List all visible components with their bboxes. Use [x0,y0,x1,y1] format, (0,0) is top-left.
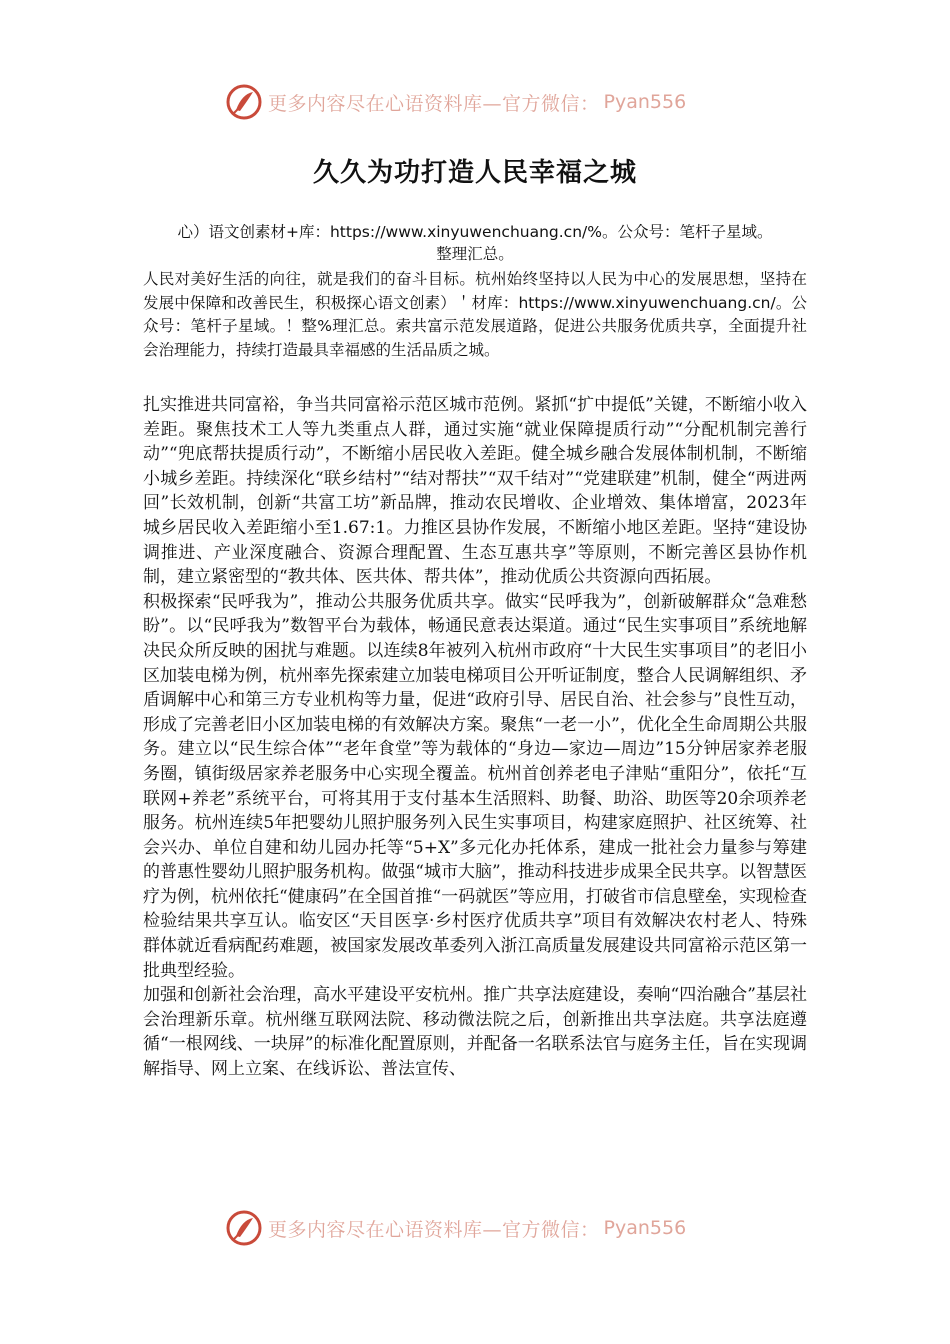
banner-text: 更多内容尽在心语资料库—官方微信： [268,92,600,115]
paragraph-1: 扎实推进共同富裕，争当共同富裕示范区城市范例。紧抓“扩中提低”关键，不断缩小收入差距。聚焦技术工人等九类重点人群，通过实施“就业保障提质行动”“分配机制完善行动”“兜底帮扶提质行动”，不断缩小居民收入差距。健全城乡融合发展体制机制，不断缩小城乡差距。持续深化“联乡结村”“结对帮扶”“双千结对”“党建联建”机制，健全“两进两回”长效机制，创新“共富工坊”新品牌，推动农民增收、企业增效、集体增富，2023年城乡居民收入差距缩小至1.67:1。力推区县协作发展，不断缩小地区差距。坚持“建设协调推进、产业深度融合、资源合理配置、生态互惠共享”等原则，不断完善区县协作机制，建立紧密型的“教共体、医共体、帮共体”，推动优质公共资源向西拓展。 [143,395,807,588]
logo-icon [226,1210,262,1246]
banner-text: 更多内容尽在心语资料库—官方微信： [268,1218,600,1241]
paragraph-2: 积极探索“民呼我为”，推动公共服务优质共享。做实“民呼我为”，创新破解群众“急难愁盼”。以“民呼我为”数智平台为载体，畅通民意表达渠道。通过“民生实事项目”系统地解决民众所反映的困扰与难题。以连续8年被列入杭州市政府“十大民生实事项目”的老旧小区加装电梯为例，杭州率先探索建立加装电梯项目公开听证制度，整合人民调解组织、矛盾调解中心和第三方专业机构等力量，促进“政府引导、居民自治、社会参与”良性互动，形成了完善老旧小区加装电梯的有效解决方案。聚焦“一老一小”，优化全生命周期公共服务。建立以“民生综合体”“老年食堂”等为载体的“身边—家边—周边”15分钟居家养老服务圈，镇街级居家养老服务中心实现全覆盖。杭州首创养老电子津贴“重阳分”，依托“互联网+养老”系统平台，可将其用于支付基本生活照料、助餐、助浴、助医等20余项养老服务。杭州连续5年把婴幼儿照护服务列入民生实事项目，构建家庭照护、社区统筹、社会兴办、单位自建和幼儿园办托等“5+X”多元化办托体系，建成一批社会力量参与筹建的普惠性婴幼儿照护服务机构。做强“城市大脑”，推动科技进步成果全民共享。以智慧医疗为例，杭州依托“健康码”在全国首推“一码就医”等应用，打破省市信息壁垒，实现检查检验结果共享互认。临安区“天目医享·乡村医疗优质共享”项目有效解决农村老人、特殊群体就近看病配药难题，被国家发展改革委列入浙江高质量发展建设共同富裕示范区第一批典型经验。 [143,591,807,981]
banner-wechat-id: Pyan556 [603,91,687,113]
page-title: 久久为功打造人民幸福之城 [312,158,637,188]
source-line-2: 整理汇总。 [436,245,514,263]
footer-banner [226,1208,686,1248]
header-banner [226,82,686,122]
intro-paragraph: 人民对美好生活的向往，就是我们的奋斗目标。杭州始终坚持以人民为中心的发展思想，坚持在发展中保障和改善民生，积极探心语文创素）＇材库：https://www.xinyuwenchuang.cn/。公众号：笔杆子星域。！整%理汇总。索共富示范发展道路，促进公共服务优质共享，全面提升社会治理能力，持续打造最具幸福感的生活品质之城。 [143,270,807,359]
source-line-1: 心）语文创素材+库：https://www.xinyuwenchuang.cn/%。公众号：笔杆子星域。 [177,223,773,241]
logo-icon [226,84,262,120]
banner-wechat-id: Pyan556 [603,1217,687,1239]
article-body [143,393,807,1082]
paragraph-3: 加强和创新社会治理，高水平建设平安杭州。推广共享法庭建设，奏响“四治融合”基层社会治理新乐章。杭州继互联网法院、移动微法院之后，创新推出共享法庭。共享法庭遵循“一根网线、一块屏”的标准化配置原则，并配备一名联系法官与庭务主任，旨在实现调解指导、网上立案、在线诉讼、普法宣传、 [143,985,807,1080]
